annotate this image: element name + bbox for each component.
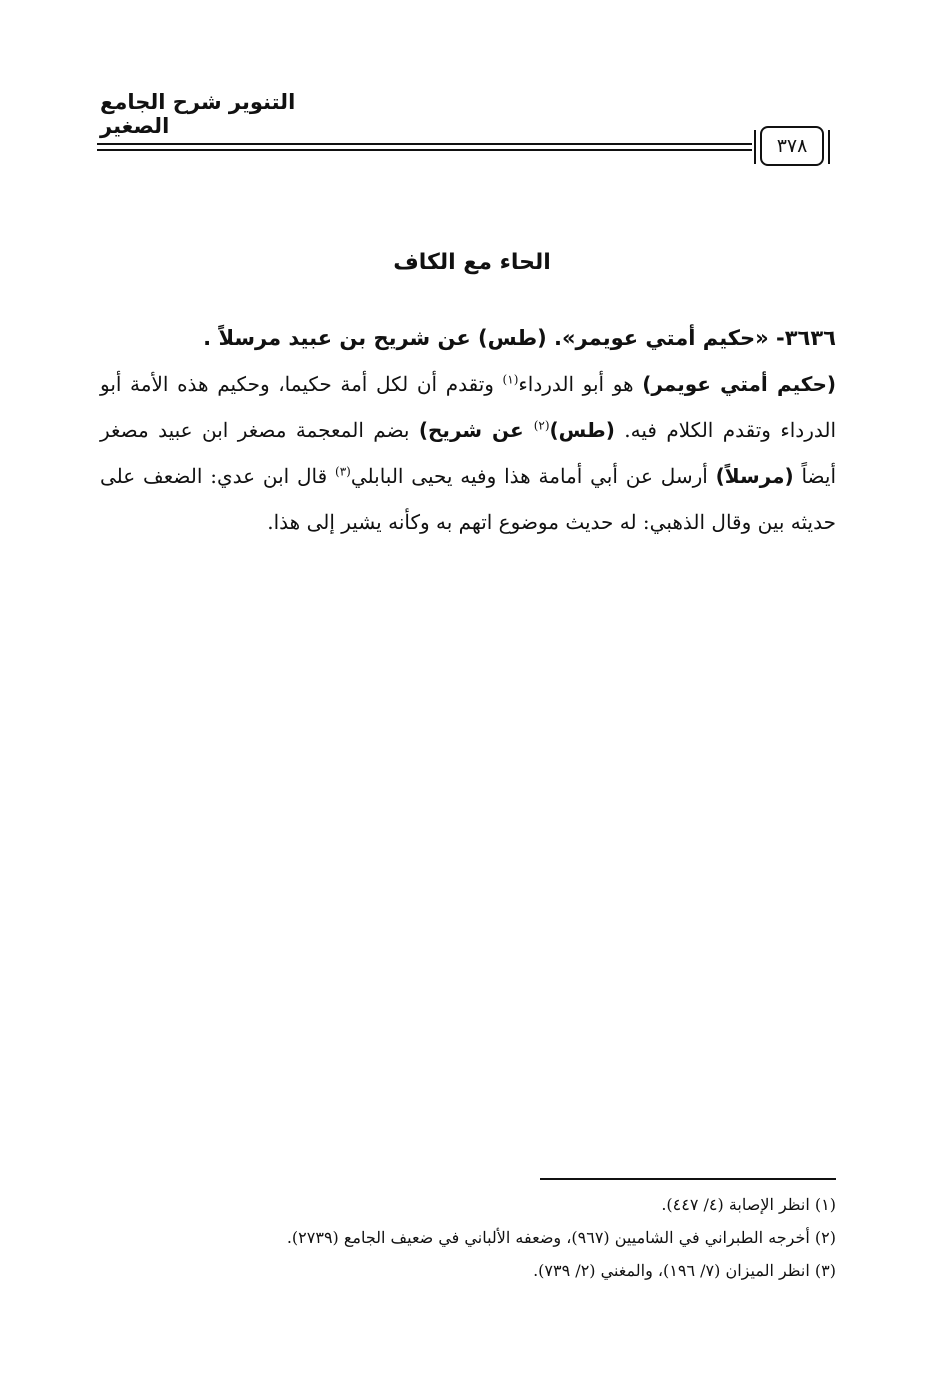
footnote-1: (١) انظر الإصابة (٤/ ٤٤٧). — [661, 1195, 836, 1214]
page-number-bar-left — [754, 130, 756, 164]
footnote-3: (٣) انظر الميزان (٧/ ١٩٦)، والمغني (٢/ ٧٣٩). — [533, 1261, 836, 1280]
page-number: ٣٧٨ — [776, 135, 808, 157]
footnote-ref-2[interactable]: (٢) — [533, 418, 550, 433]
section-heading: الحاء مع الكاف — [393, 250, 551, 275]
commentary-mursal: (مرسلاً) — [715, 464, 794, 488]
commentary-text: وتقدم أن لكل أمة حكيما، وحكيم هذه الأمة أبو الدرداء وتقدم الكلام فيه. — [100, 372, 836, 442]
commentary-narrator: عن شريح) — [418, 418, 534, 442]
commentary-text: قال ابن عدي: الضعف على حديثه بين وقال الذهبي: له حديث موضوع اتهم به وكأنه يشير إلى هذا. — [100, 464, 836, 534]
footnote-separator — [540, 1178, 836, 1180]
footnote-2: (٢) أخرجه الطبراني في الشاميين (٩٦٧)، وضعفه الألباني في ضعيف الجامع (٢٧٣٩). — [286, 1228, 836, 1247]
commentary-text: بضم المعجمة مصغر ابن عبيد مصغر أيضاً — [100, 418, 837, 488]
footnote-ref-3[interactable]: (٣) — [335, 464, 351, 479]
commentary-paragraph — [100, 361, 836, 545]
footnotes — [100, 1188, 836, 1287]
commentary-quote: (حكيم أمتي عويمر) — [642, 372, 836, 396]
commentary-text: أرسل عن أبي أمامة هذا وفيه يحيى البابلي — [350, 464, 716, 488]
commentary-source-code: (طس) — [549, 418, 615, 442]
footnote-ref-1[interactable]: (١) — [502, 372, 519, 387]
main-text — [100, 315, 836, 545]
hadith-text: ٣٦٣٦- «حكيم أمتي عويمر». (طس) عن شريح بن عبيد مرسلاً . — [203, 326, 836, 350]
page-number-bar-right — [828, 130, 830, 164]
book-title: التنوير شرح الجامع الصغير — [100, 90, 296, 138]
commentary-text: هو أبو الدرداء — [518, 372, 643, 396]
header-rule-bottom — [97, 149, 752, 151]
header-rule-top — [97, 143, 752, 145]
page-number-box — [760, 126, 824, 166]
